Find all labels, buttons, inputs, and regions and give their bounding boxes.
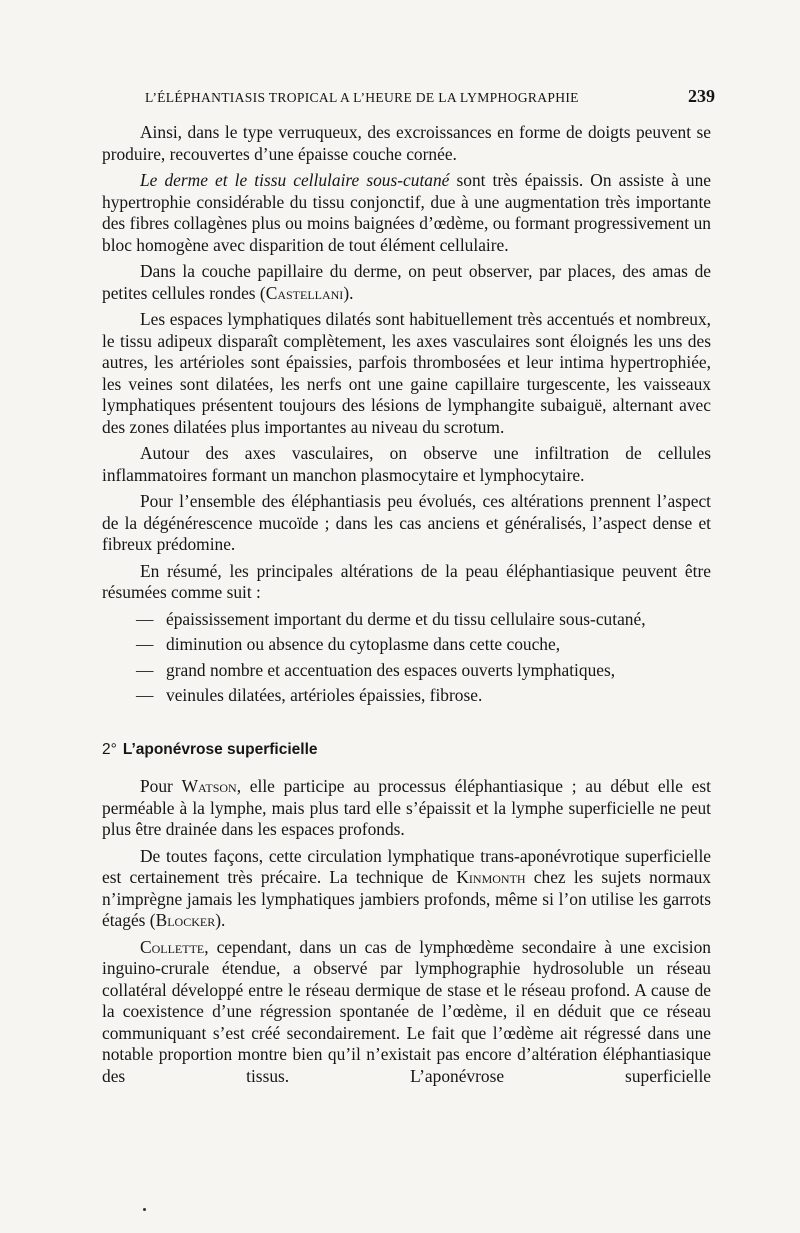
list-item — [102, 685, 711, 707]
paragraph-resume — [102, 561, 711, 604]
paragraph-text: En résumé, les principales altérations de la peau éléphantiasique peuvent être résumées comme suit : — [102, 560, 711, 602]
paragraph-espaces-lymphatiques — [102, 309, 711, 438]
paragraph-text: Les espaces lymphatiques dilatés sont habituellement très accentués et nombreux, le tissu adipeux disparaît complètement, les axes vasculaires sont éloignés les uns des autres, les artérioles sont épaissies, parfois thrombosées et leur intima hypertrophiée, les veines sont dilatées, les nerfs ont une gaine capillaire turgescente, les vaisseaux lymphatiques présentent toujours des lésions de lymphangite subaiguë, alternant avec des zones dilatées plus importantes au niveau du scrotum. — [102, 309, 711, 437]
paragraph-text: Pour — [140, 776, 182, 796]
paragraph-text: chez les sujets normaux n’imprègne jamais les lymphatiques jambiers profonds, même si l’on utilise les garrots étagés ( — [102, 867, 711, 930]
list-dash: — — [136, 659, 154, 680]
list-dash: — — [136, 608, 154, 629]
author-blocker: Blocker — [155, 910, 216, 930]
list-dash: — — [136, 634, 154, 654]
paragraph-text: Dans la couche papillaire du derme, on peut observer, par places, des amas de petites cellules rondes ( — [102, 261, 711, 303]
section-title: L’aponévrose superficielle — [122, 740, 318, 758]
paragraph-collette — [102, 937, 711, 1088]
list-item — [102, 660, 711, 682]
paragraph-text: ). — [215, 910, 226, 930]
list-item-text: grand nombre et accentuation des espaces ouverts lymphatiques, — [166, 659, 616, 680]
body-text — [102, 122, 711, 1087]
section-heading — [102, 739, 711, 761]
paragraph-text: , cependant, dans un cas de lymphœdème secondaire à une excision inguino-crurale étendue, a observé par lymphographie hydrosoluble un réseau collatéral développé entre le réseau dermique de stase et le réseau profond. A cause de la coexistence d’une régression spontanée de l’œdème, il en déduit que ce réseau communiquant s’est créé secondairement. Le fait que l’œdème ait régressé dans une notable proportion montre bien qu’il n’existait pas encore d’altération éléphantiasique des tissus. L’aponévrose superficielle — [102, 936, 711, 1086]
paragraph-circulation — [102, 846, 711, 932]
paragraph-couche-papillaire — [102, 261, 711, 304]
paragraph-text: , elle participe au processus éléphantiasique ; au début elle est perméable à la lymphe, mais plus tard elle s’épaissit et la lymphe superficielle ne peut plus être drainée dans les espaces profonds. — [102, 776, 711, 839]
paragraph-text: sont très épaissis. On assiste à une hypertrophie considérable du tissu conjonctif, due à une augmentation très importante des fibres collagènes plus ou moins baignées d’œdème, ou formant progressivement un bloc homogène avec disparition de tout élément cellulaire. — [102, 170, 712, 255]
summary-list — [102, 609, 711, 707]
author-kinmonth: Kinmonth — [456, 867, 526, 887]
running-title: L’ÉLÉPHANTIASIS TROPICAL A L’HEURE DE LA LYMPHOGRAPHIE — [145, 90, 579, 105]
list-dash: — — [136, 685, 154, 705]
list-item — [102, 634, 711, 656]
print-speck — [143, 1208, 146, 1211]
paragraph-ensemble — [102, 491, 711, 556]
page-number: 239 — [688, 86, 715, 106]
paragraph-text: Pour l’ensemble des éléphantiasis peu évolués, ces altérations prennent l’aspect de la dégénérescence mucoïde ; dans les cas anciens et généralisés, l’aspect dense et fibreux prédomine. — [102, 491, 711, 554]
paragraph-derme — [102, 170, 711, 256]
paragraph-watson — [102, 776, 711, 841]
author-castellani: Castellani — [265, 282, 344, 303]
paragraph-text: ). — [343, 282, 354, 303]
paragraph-text: De toutes façons, cette circulation lymphatique trans-aponévrotique superficielle est certainement très précaire. La technique de — [102, 845, 711, 887]
list-item-text: veinules dilatées, artérioles épaissies, fibrose. — [166, 685, 483, 705]
list-item-text: diminution ou absence du cytoplasme dans cette couche, — [166, 634, 561, 654]
section-number: 2° — [102, 740, 117, 758]
paragraph-italic-lead: Le derme et le tissu cellulaire sous-cutané — [140, 170, 450, 190]
list-item — [102, 609, 711, 631]
running-head — [100, 86, 715, 107]
paragraph-verruqueux — [102, 122, 711, 165]
paragraph-text: Autour des axes vasculaires, on observe une infiltration de cellules inflammatoires formant un manchon plasmocytaire et lymphocytaire. — [102, 443, 711, 485]
paragraph-text: Ainsi, dans le type verruqueux, des excroissances en forme de doigts peuvent se produire, recouvertes d’une épaisse couche cornée. — [102, 122, 711, 164]
author-collette: Collette — [140, 936, 205, 957]
author-watson: Watson — [181, 776, 237, 796]
list-item-text: épaississement important du derme et du tissu cellulaire sous-cutané, — [166, 608, 646, 629]
paragraph-axes-vasculaires — [102, 443, 711, 486]
